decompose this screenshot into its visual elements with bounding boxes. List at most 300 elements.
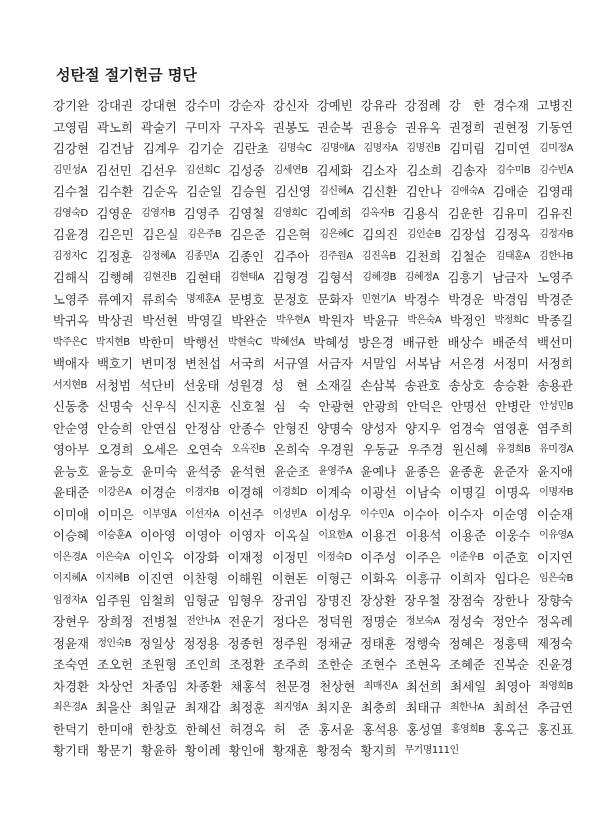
donor-name: 방은경 — [358, 334, 394, 350]
donor-name: 이유영A — [539, 530, 573, 541]
donor-name: 황정숙 — [316, 743, 353, 758]
donor-name: 이순재 — [537, 506, 573, 522]
donor-name: 이광선 — [360, 485, 397, 500]
donor-name: 황문기 — [96, 743, 133, 758]
donor-name: 이경해 — [227, 485, 264, 500]
donor-name: 김혜정A — [404, 272, 439, 283]
donor-name: 김순일 — [186, 184, 223, 199]
name-row — [53, 590, 573, 612]
donor-name: 최지운 — [316, 700, 353, 715]
donor-name: 변천섭 — [185, 356, 221, 371]
donor-name: 권봉도 — [273, 119, 309, 135]
name-row — [53, 676, 573, 698]
donor-name: 안덕은 — [406, 399, 443, 414]
donor-name: 정일상 — [139, 635, 176, 651]
donor-name: 김성중 — [228, 162, 265, 178]
donor-name: 장점숙 — [448, 592, 485, 608]
donor-name: 노영주 — [53, 291, 89, 307]
name-row — [53, 740, 573, 762]
donor-name: 이미은 — [97, 506, 134, 522]
donor-name: 안승희 — [97, 420, 133, 436]
name-row — [53, 95, 573, 117]
name-row — [53, 117, 573, 139]
donor-name: 김종인 — [228, 248, 265, 264]
donor-name: 조오헌 — [97, 657, 133, 672]
donor-name: 김천희 — [405, 248, 442, 264]
donor-name: 김세연B — [273, 164, 308, 176]
donor-name: 권용승 — [361, 119, 397, 135]
donor-name: 홍석용 — [362, 721, 399, 737]
donor-name: 정윤재 — [53, 635, 89, 651]
donor-name: 김해식 — [53, 270, 89, 285]
donor-name: 구미자 — [185, 119, 221, 135]
donor-name: 배상수 — [447, 334, 484, 350]
donor-name: 김주아 — [273, 248, 310, 264]
donor-name: 김행혜 — [97, 270, 134, 285]
donor-name: 명제훈A — [186, 293, 220, 305]
donor-name: 이영자 — [229, 528, 266, 543]
donor-name: 조주희 — [273, 657, 309, 672]
donor-name: 정행숙 — [404, 635, 441, 651]
donor-name: 이해원 — [227, 571, 263, 586]
donor-name: 송승환 — [492, 377, 529, 393]
donor-name: 김안나 — [405, 184, 442, 199]
name-row — [53, 418, 573, 440]
document-title: 성탄절 절기헌금 명단 — [56, 66, 197, 84]
donor-name: 정종헌 — [227, 635, 264, 651]
donor-name: 오경희 — [97, 442, 134, 457]
donor-name: 윤석중 — [185, 463, 222, 479]
donor-name: 최영아 — [494, 678, 531, 694]
donor-name: 김현태A — [229, 272, 264, 283]
donor-name: 이수아 — [402, 506, 439, 522]
donor-name: 윤순조 — [273, 463, 310, 479]
name-row — [53, 568, 573, 590]
donor-name: 김진옥B — [361, 250, 396, 262]
donor-name: 김윤경 — [53, 227, 89, 242]
donor-name: 이옥실 — [273, 528, 310, 543]
donor-name: 석단비 — [139, 377, 176, 393]
donor-name: 조인희 — [185, 657, 221, 672]
donor-name: 윤준자 — [492, 463, 529, 479]
donor-name: 차종환 — [186, 678, 223, 694]
donor-name: 백호기 — [97, 356, 133, 371]
donor-name: 조정환 — [229, 657, 265, 672]
donor-name: 변미정 — [141, 356, 177, 371]
donor-name: 임철희 — [139, 592, 176, 608]
donor-name: 김기순 — [187, 141, 224, 156]
donor-name: 임주원 — [95, 592, 132, 608]
donor-name: 정인숙B — [97, 637, 132, 649]
donor-name: 홍서윤 — [318, 721, 355, 737]
donor-name: 차종임 — [141, 678, 178, 694]
donor-name: 이부영A — [142, 508, 177, 520]
donor-name: 이요한A — [318, 530, 353, 541]
donor-name: 이경희D — [272, 487, 307, 498]
donor-name: 이경자B — [184, 487, 219, 498]
donor-name: 장상환 — [360, 592, 397, 608]
donor-name: 손삼복 — [360, 377, 397, 393]
donor-name: 김영자B — [141, 207, 175, 219]
donor-name: 권현정 — [493, 119, 529, 135]
donor-name: 윤능호 — [53, 463, 89, 479]
donor-name: 무기명111인 — [404, 745, 459, 756]
donor-name: 박은숙A — [407, 315, 442, 326]
donor-name: 김명진B — [406, 143, 441, 154]
donor-name: 권유옥 — [405, 119, 441, 135]
donor-name: 김정혜A — [141, 250, 176, 262]
donor-name: 한혜선 — [185, 721, 222, 737]
donor-name: 이은숙A — [95, 551, 130, 563]
donor-name: 기동연 — [537, 119, 573, 135]
donor-name: 이수민A — [360, 508, 394, 520]
name-row — [53, 267, 573, 289]
donor-name: 양명숙 — [317, 420, 353, 436]
name-row — [53, 138, 573, 160]
donor-name: 안정삼 — [185, 420, 221, 436]
donor-name: 고병진 — [537, 98, 573, 113]
donor-name: 백선미 — [537, 334, 573, 350]
donor-name: 최재갑 — [184, 700, 221, 715]
donor-name: 김은혜C — [319, 229, 354, 240]
donor-name: 홍영희B — [450, 723, 485, 735]
donor-name: 윤능호 — [97, 463, 134, 479]
name-row — [53, 697, 573, 719]
donor-name: 김란초 — [232, 141, 269, 156]
donor-name: 장한나 — [492, 592, 529, 608]
donor-name: 조현옥 — [405, 657, 441, 672]
donor-name: 소재길 — [316, 377, 353, 393]
donor-name: 양성자 — [361, 420, 397, 436]
donor-name: 황기태 — [53, 743, 89, 758]
donor-name: 선웅태 — [183, 377, 220, 393]
donor-name: 강대현 — [140, 98, 177, 113]
donor-name: 서지현B — [53, 379, 87, 391]
donor-name: 박완순 — [231, 313, 268, 328]
donor-name: 천문경 — [274, 678, 311, 694]
donor-name: 이인옥 — [138, 549, 175, 565]
donor-name: 문정호 — [272, 291, 309, 307]
donor-name: 노영주 — [537, 270, 573, 285]
donor-name: 송관호 — [404, 377, 441, 393]
donor-name: 안연심 — [141, 420, 177, 436]
donor-name: 윤미숙 — [141, 463, 178, 479]
donor-name: 정안수 — [492, 614, 529, 629]
donor-name: 임정자A — [53, 594, 87, 606]
donor-name: 민현기A — [361, 293, 396, 305]
donor-name: 안병란 — [494, 399, 531, 414]
donor-name: 김승원 — [230, 184, 267, 199]
donor-name: 심 숙 — [273, 399, 311, 414]
donor-name: 김송자 — [451, 162, 488, 178]
donor-name: 최세일 — [450, 678, 487, 694]
donor-name: 최한나A — [450, 702, 484, 713]
donor-name: 황인애 — [228, 743, 265, 758]
donor-name: 최정훈 — [229, 700, 266, 715]
donor-name: 이명자B — [539, 487, 573, 498]
donor-name: 김명숙C — [277, 143, 312, 154]
donor-name: 정혜은 — [448, 635, 485, 651]
donor-name: 안명선 — [450, 399, 487, 414]
donor-name: 서말임 — [361, 356, 397, 371]
donor-name: 이수자 — [447, 506, 484, 522]
donor-name: 강신자 — [272, 98, 309, 113]
donor-name: 서국희 — [229, 356, 265, 371]
donor-name: 조원형 — [141, 657, 177, 672]
donor-name: 김신혜A — [319, 186, 354, 197]
donor-name: 경수재 — [493, 98, 530, 113]
donor-name: 허경옥 — [229, 721, 266, 737]
donor-name: 황재훈 — [272, 743, 309, 758]
donor-name: 윤지애 — [536, 463, 573, 479]
donor-name: 이영아 — [184, 528, 221, 543]
donor-name: 정주원 — [271, 635, 308, 651]
donor-name: 곽술기 — [141, 119, 177, 135]
donor-name: 김정자B — [539, 229, 573, 240]
donor-name: 류예지 — [97, 291, 134, 307]
donor-name: 이재정 — [227, 549, 264, 565]
donor-name: 양지우 — [405, 420, 441, 436]
donor-name: 박지현B — [95, 336, 130, 348]
donor-name: 한덕기 — [53, 721, 89, 737]
name-row — [53, 396, 573, 418]
donor-name: 김선희C — [185, 164, 220, 176]
donor-name: 윤석현 — [229, 463, 266, 479]
donor-name: 김유진 — [537, 205, 573, 221]
donor-name: 윤종은 — [404, 463, 441, 479]
donor-name: 우경원 — [318, 442, 355, 457]
donor-name: 김혜경B — [362, 272, 397, 283]
donor-name: 김영숙D — [53, 207, 88, 219]
donor-name: 최은경A — [53, 702, 87, 713]
donor-name: 최일균 — [140, 700, 176, 715]
donor-name: 배준석 — [492, 334, 529, 350]
donor-name: 김정자C — [53, 250, 87, 262]
donor-name: 김은혁 — [274, 227, 311, 242]
donor-name: 김수철 — [53, 184, 89, 199]
donor-name: 안형진 — [273, 420, 309, 436]
name-row — [53, 289, 573, 311]
donor-name: 최을산 — [95, 700, 132, 715]
donor-name: 박귀옥 — [53, 313, 89, 328]
donor-name-list — [53, 95, 573, 762]
donor-name: 김영래 — [536, 184, 573, 199]
donor-name: 박영길 — [186, 313, 223, 328]
donor-name: 제정숙 — [536, 635, 573, 651]
donor-name: 안광현 — [318, 399, 355, 414]
donor-name: 박윤규 — [362, 313, 399, 328]
donor-name: 정덕원 — [317, 614, 354, 629]
donor-name: 이남숙 — [405, 485, 442, 500]
donor-name: 김명자A — [363, 143, 398, 154]
donor-name: 최선희 — [405, 678, 442, 694]
donor-name: 장희정 — [97, 614, 134, 629]
donor-name: 김흥기 — [447, 270, 484, 285]
donor-name: 허 준 — [273, 721, 311, 737]
donor-name: 이승혜 — [53, 528, 89, 543]
donor-name: 박행선 — [183, 334, 220, 350]
donor-name: 안성민B — [539, 401, 573, 412]
donor-name: 이성우 — [315, 506, 352, 522]
donor-name: 신명숙 — [97, 399, 134, 414]
name-row — [53, 310, 573, 332]
donor-name: 김영희C — [273, 207, 308, 219]
donor-name: 이승훈A — [97, 530, 132, 541]
donor-name: 황지희 — [360, 743, 397, 758]
donor-name: 이장화 — [182, 549, 219, 565]
donor-name: 조한순 — [317, 657, 353, 672]
donor-name: 임다은 — [494, 571, 531, 586]
donor-name: 한미애 — [97, 721, 134, 737]
donor-name: 서금자 — [317, 356, 353, 371]
donor-name: 이은경A — [53, 551, 87, 563]
donor-name: 강순자 — [228, 98, 265, 113]
donor-name: 강기완 — [53, 98, 89, 113]
name-row — [53, 611, 573, 633]
donor-name: 송용관 — [537, 377, 573, 393]
donor-name: 이용석 — [405, 528, 442, 543]
donor-name: 이진연 — [137, 571, 174, 586]
donor-name: 차상언 — [97, 678, 134, 694]
donor-name: 장현우 — [53, 614, 89, 629]
donor-name: 박주은C — [53, 336, 87, 348]
donor-name: 이주성 — [360, 549, 397, 565]
donor-name: 박선현 — [142, 313, 179, 328]
donor-name: 천상현 — [319, 678, 356, 694]
donor-name: 박우현A — [275, 315, 310, 326]
name-row — [53, 633, 573, 655]
donor-name: 정옥례 — [536, 614, 573, 629]
donor-name: 박혜성 — [313, 334, 350, 350]
donor-name: 김소자 — [361, 162, 398, 178]
donor-name: 조혜준 — [449, 657, 485, 672]
donor-name: 박경수 — [403, 291, 440, 307]
donor-name: 송상호 — [448, 377, 485, 393]
name-row — [53, 525, 573, 547]
donor-name: 박경운 — [448, 291, 485, 307]
donor-name: 강 한 — [448, 98, 486, 113]
donor-name: 장향숙 — [536, 592, 573, 608]
donor-name: 이선주 — [227, 506, 264, 522]
donor-name: 정흥택 — [492, 635, 529, 651]
donor-name: 이용건 — [360, 528, 397, 543]
name-row — [53, 353, 573, 375]
donor-name: 윤태준 — [53, 485, 89, 500]
donor-name: 유경희B — [496, 444, 531, 455]
donor-name: 서은경 — [449, 356, 485, 371]
donor-name: 강수미 — [184, 98, 221, 113]
donor-name: 이정숙D — [316, 551, 352, 563]
donor-name: 염주희 — [537, 420, 573, 436]
donor-name: 이강은A — [97, 487, 132, 498]
donor-name: 한창호 — [141, 721, 178, 737]
donor-name: 홍성열 — [406, 721, 443, 737]
name-row — [53, 654, 573, 676]
donor-name: 오세은 — [142, 442, 179, 457]
donor-name: 성 현 — [271, 377, 309, 393]
donor-name: 전운기 — [228, 614, 265, 629]
donor-name: 이지혜B — [95, 573, 130, 584]
donor-name: 이준우B — [449, 551, 484, 563]
donor-name: 이정민 — [272, 549, 309, 565]
donor-name: 서복남 — [405, 356, 441, 371]
name-row — [53, 547, 573, 569]
donor-name: 전안나A — [186, 616, 220, 627]
donor-name: 이흥규 — [405, 571, 442, 586]
donor-name: 이성빈A — [272, 508, 307, 520]
donor-name: 이순영 — [492, 506, 529, 522]
name-row — [53, 332, 573, 354]
donor-name: 이형근 — [316, 571, 353, 586]
donor-name: 이계숙 — [315, 485, 352, 500]
donor-name: 이지연 — [537, 549, 573, 565]
donor-name: 김영주 — [183, 205, 220, 221]
donor-name: 장명진 — [316, 592, 352, 608]
donor-name: 윤예나 — [360, 463, 397, 479]
donor-name: 이선자A — [185, 508, 220, 520]
donor-name: 김수빈A — [539, 164, 573, 176]
donor-name: 장우철 — [404, 592, 441, 608]
donor-name: 박정인 — [449, 313, 486, 328]
donor-name: 이미애 — [53, 506, 89, 522]
donor-name: 정보숙A — [405, 616, 440, 627]
donor-name: 윤영주A — [318, 465, 352, 477]
donor-name: 김소희 — [406, 162, 443, 178]
name-row — [53, 482, 573, 504]
donor-name: 박정희C — [494, 315, 529, 326]
donor-name: 전병철 — [141, 614, 178, 629]
donor-name: 이주은 — [405, 549, 441, 565]
donor-name: 이찬형 — [182, 571, 219, 586]
name-row — [53, 181, 573, 203]
donor-name: 백애자 — [53, 356, 89, 371]
donor-name: 이지혜A — [53, 573, 87, 584]
donor-name: 성원경 — [227, 377, 264, 393]
donor-name: 김선민 — [95, 162, 132, 178]
donor-name: 김태훈A — [495, 250, 530, 262]
donor-name: 안종수 — [229, 420, 265, 436]
donor-name: 임은숙B — [539, 573, 573, 584]
donor-name: 이희자 — [449, 571, 486, 586]
name-row — [53, 461, 573, 483]
donor-name: 차경환 — [53, 678, 89, 694]
donor-name: 김한나B — [539, 250, 573, 262]
donor-name: 임형우 — [227, 592, 264, 608]
donor-name: 장귀임 — [271, 592, 308, 608]
donor-name: 김현태 — [185, 270, 222, 285]
donor-name: 배규한 — [402, 334, 439, 350]
donor-name: 오연숙 — [186, 442, 223, 457]
donor-name: 이명길 — [449, 485, 486, 500]
donor-name: 정정용 — [183, 635, 220, 651]
donor-name: 김옥자B — [360, 207, 395, 219]
donor-name: 최매진A — [363, 680, 398, 692]
donor-name: 문화자 — [317, 291, 354, 307]
donor-name: 최태규 — [405, 700, 442, 715]
donor-name: 류희숙 — [141, 291, 178, 307]
donor-name: 추금연 — [537, 700, 573, 715]
donor-name: 안광희 — [362, 399, 399, 414]
name-row — [53, 504, 573, 526]
donor-name: 염영훈 — [493, 420, 529, 436]
donor-name: 곽노희 — [97, 119, 133, 135]
donor-name: 정명순 — [361, 614, 398, 629]
donor-name: 김신영 — [274, 184, 311, 199]
donor-name: 우주경 — [407, 442, 444, 457]
donor-name: 김의진 — [362, 227, 399, 242]
donor-name: 김계우 — [142, 141, 179, 156]
donor-name: 임형균 — [183, 592, 220, 608]
